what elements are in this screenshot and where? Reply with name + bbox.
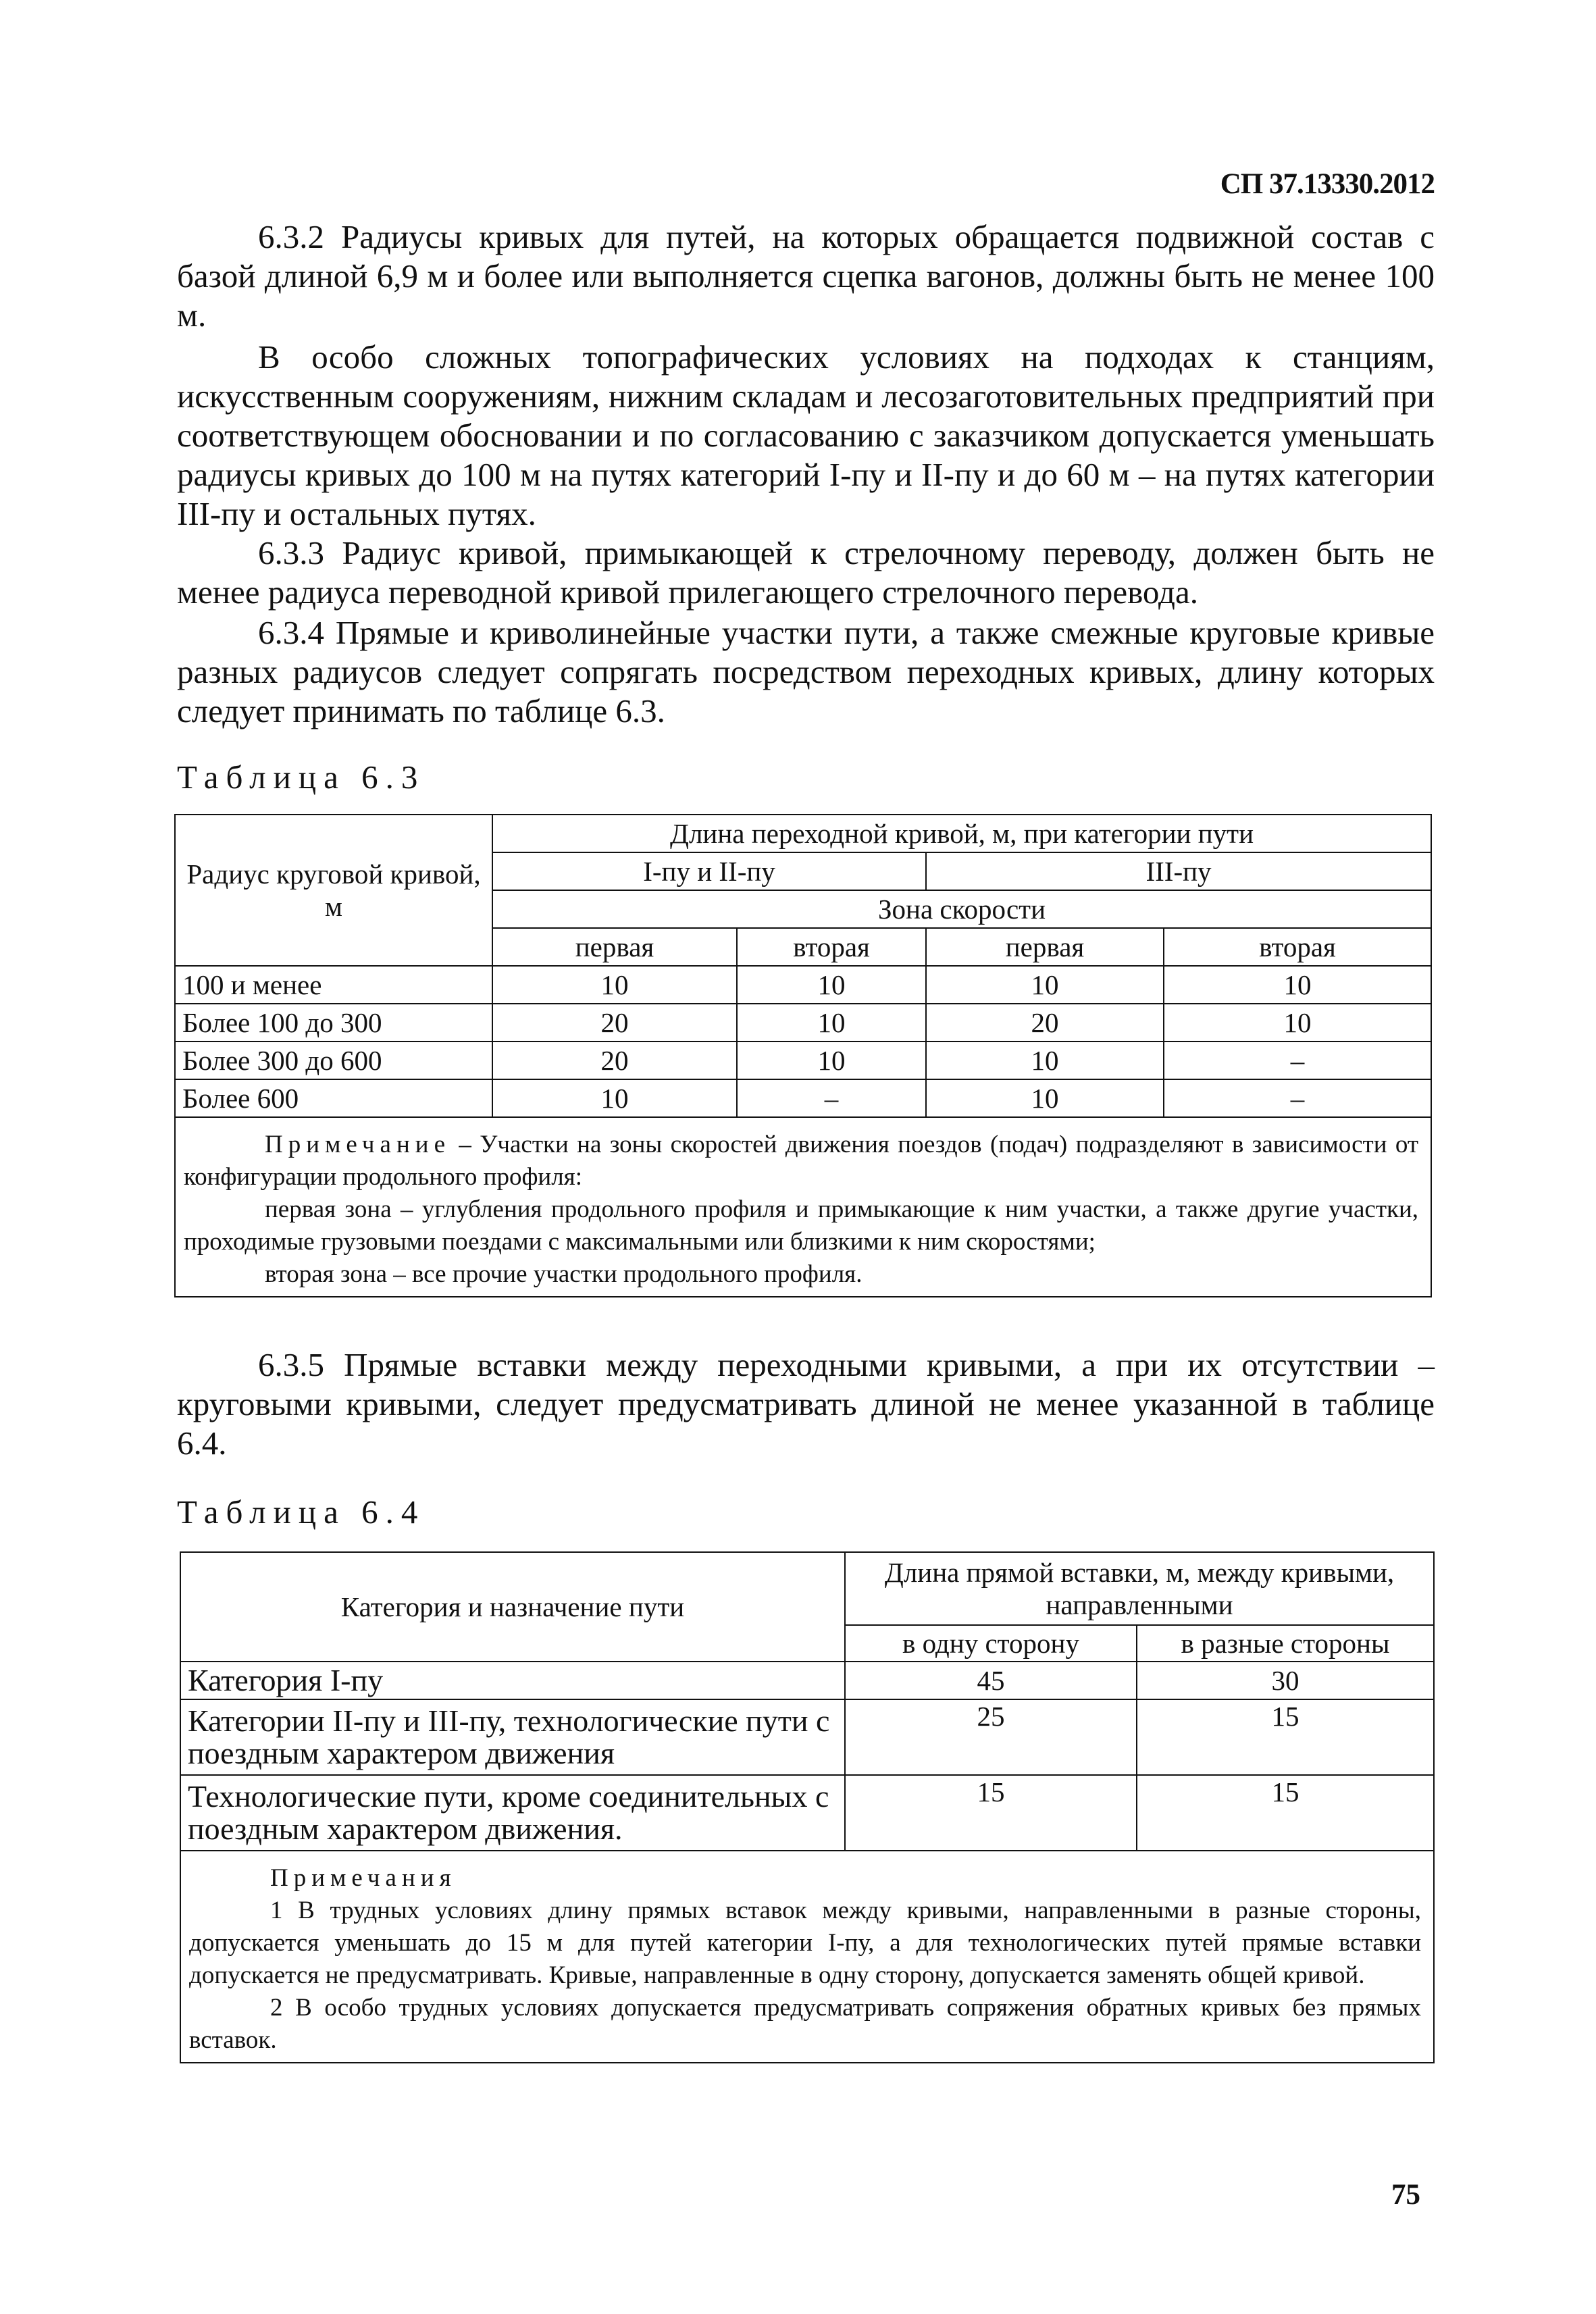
table-row (175, 1079, 1431, 1117)
value-cell: 10 (737, 1042, 926, 1079)
value-cell: 15 (1137, 1775, 1434, 1851)
value-cell: – (1164, 1079, 1431, 1117)
value-cell: 10 (737, 966, 926, 1004)
paragraph-6-3-4: 6.3.4 Прямые и криволинейные участки пути, а также смежные круговые кривые разных радиусов следует сопрягать посредством переходных кривых, длину которых следует принимать по таблице 6.3. (177, 614, 1435, 729)
value-cell: 30 (1137, 1662, 1434, 1699)
value-cell: 10 (1164, 966, 1431, 1004)
table-row (180, 1662, 1434, 1699)
paragraph-6-3-5: 6.3.5 Прямые вставки между переходными кривыми, а при их отсутствии – круговыми кривыми, следует предусматривать длиной не менее указанной в таблице 6.4. (177, 1346, 1435, 1462)
radius-cell: Более 100 до 300 (175, 1004, 492, 1042)
table-row (180, 1552, 1434, 1625)
value-cell: 10 (926, 966, 1164, 1004)
value-cell: 15 (845, 1775, 1137, 1851)
table-6-4 (180, 1551, 1435, 2063)
table-row (175, 1042, 1431, 1079)
note-second-zone: вторая зона – все прочие участки продольного профиля. (265, 1260, 863, 1288)
page-number: 75 (1391, 2179, 1420, 2211)
table-row (175, 966, 1431, 1004)
category-cell: Категории II-пу и III-пу, технологические пути с поездным характером движения (180, 1699, 845, 1775)
value-cell: – (1164, 1042, 1431, 1079)
header-radius: Радиус круговой кривой, м (175, 815, 492, 966)
header-length: Длина переходной кривой, м, при категории пути (492, 815, 1431, 852)
table-row (175, 1004, 1431, 1042)
table-row (175, 815, 1431, 852)
value-cell: 10 (926, 1079, 1164, 1117)
value-cell: 10 (737, 1004, 926, 1042)
header-zone-second: вторая (1164, 928, 1431, 966)
notes-label: Примечания (270, 1864, 457, 1892)
header-zone-first: первая (926, 928, 1164, 966)
paragraph-6-3-2-cont: В особо сложных топографических условиях на подходах к станциям, искусственным сооружениям, нижним складам и лесозаготовительных предприятий при соответствующем обосновании и по согласованию с заказчиком допускается уменьшать радиусы кривых до 100 м на путях категорий I-пу и II-пу и до 60 м – на путях категории III-пу и остальных путях. (177, 338, 1435, 532)
table-6-4-notes (180, 1851, 1434, 2063)
table-6-3-caption: Таблица 6.3 (177, 759, 426, 796)
note-2: 2 В особо трудных условиях допускается предусматривать сопряжения обратных кривых без прямых вставок. (189, 1994, 1421, 2054)
note-text: – Участки на зоны скоростей движения поездов (подач) подразделяют в зависимости от конфигурации продольного профиля: (184, 1131, 1419, 1191)
value-cell: 10 (492, 966, 737, 1004)
value-cell: 45 (845, 1662, 1137, 1699)
radius-cell: Более 600 (175, 1079, 492, 1117)
value-cell: 25 (845, 1699, 1137, 1775)
table-6-3-note (175, 1117, 1431, 1297)
paragraph-6-3-3: 6.3.3 Радиус кривой, примыкающей к стрелочному переводу, должен быть не менее радиуса переводной кривой прилегающего стрелочного перевода. (177, 534, 1435, 611)
value-cell: 10 (1164, 1004, 1431, 1042)
table-row (180, 1699, 1434, 1775)
value-cell: 20 (926, 1004, 1164, 1042)
header-insert-length: Длина прямой вставки, м, между кривыми, направленными (845, 1552, 1434, 1625)
header-category-1: I-пу и II-пу (492, 852, 926, 890)
category-cell: Категория I-пу (180, 1662, 845, 1699)
header-category: Категория и назначение пути (180, 1552, 845, 1662)
header-category-2: III-пу (926, 852, 1431, 890)
header-zone-second: вторая (737, 928, 926, 966)
header-opposite-direction: в разные стороны (1137, 1625, 1434, 1662)
header-speed-zone: Зона скорости (492, 890, 1431, 928)
radius-cell: 100 и менее (175, 966, 492, 1004)
note-label: Примечание (265, 1131, 451, 1158)
radius-cell: Более 300 до 600 (175, 1042, 492, 1079)
table-row (175, 1117, 1431, 1297)
document-code: СП 37.13330.2012 (1220, 168, 1435, 200)
value-cell: 10 (492, 1079, 737, 1117)
value-cell: 20 (492, 1042, 737, 1079)
note-first-zone: первая зона – углубления продольного профиля и примыкающие к ним участки, а также другие участки, проходимые грузовыми поездами с максимальными или близкими к ним скоростями; (184, 1195, 1419, 1256)
paragraph-6-3-2: 6.3.2 Радиусы кривых для путей, на которых обращается подвижной состав с базой длиной 6,9 м и более или выполняется сцепка вагонов, должны быть не менее 100 м. (177, 218, 1435, 334)
table-6-3 (174, 814, 1432, 1297)
value-cell: 20 (492, 1004, 737, 1042)
table-6-4-caption: Таблица 6.4 (177, 1493, 426, 1531)
header-same-direction: в одну сторону (845, 1625, 1137, 1662)
value-cell: 10 (926, 1042, 1164, 1079)
category-cell: Технологические пути, кроме соединительных с поездным характером движения. (180, 1775, 845, 1851)
value-cell: – (737, 1079, 926, 1117)
table-row (180, 1851, 1434, 2063)
header-zone-first: первая (492, 928, 737, 966)
table-row (180, 1775, 1434, 1851)
value-cell: 15 (1137, 1699, 1434, 1775)
note-1: 1 В трудных условиях длину прямых вставок между кривыми, направленными в разные стороны, допускается уменьшать до 15 м для путей категории I-пу, а для технологических путей прямые вставки допускается не предусматривать. Кривые, направленные в одну сторону, допускается заменять общей кривой. (189, 1897, 1421, 1989)
